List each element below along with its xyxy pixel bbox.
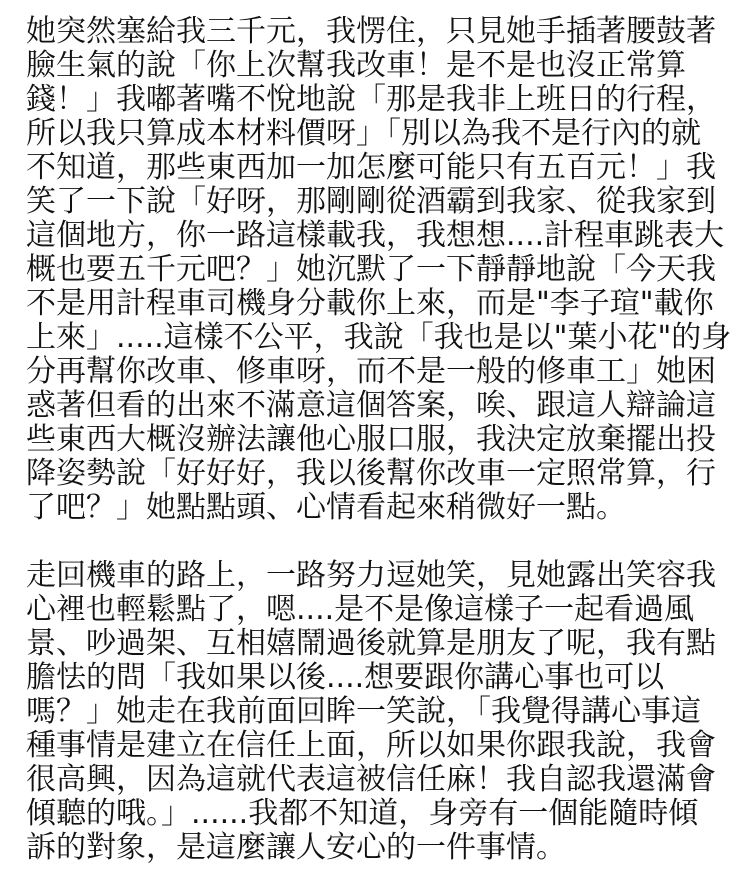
text-line: 傾聽的哦。」......我都不知道，身旁有一個能隨時傾 [26,796,699,831]
text-line: 訴的對象，是這麼讓人安心的一件事情。 [26,830,566,865]
text-line: 上來」.....這樣不公平，我說「我也是以"葉小花"的身 [26,320,732,355]
text-line: 臉生氣的說「你上次幫我改車！是不是也沒正常算 [26,48,686,83]
text-line: 笑了一下說「好呀，那剛剛從酒霸到我家、從我家到 [26,184,716,219]
text-line: 概也要五千元吧？」她沉默了一下靜靜地說「今天我 [26,252,716,287]
text-line: 不是用計程車司機身分載你上來，而是"李子瑄"載你 [26,286,714,321]
text-line: 些東西大概沒辦法讓他心服口服，我決定放棄擺出投 [26,422,716,457]
text-line: 走回機車的路上，一路努力逗她笑，見她露出笑容我 [26,558,716,593]
text-line: 所以我只算成本材料價呀」「別以為我不是行內的就 [26,116,701,151]
text-line: 嗎？」她走在我前面回眸一笑說，「我覺得講心事這 [26,694,701,729]
text-line: 心裡也輕鬆點了，嗯....是不是像這樣子一起看過風 [26,592,695,627]
paragraph-gap [26,525,720,559]
text-line: 這個地方，你一路這樣載我，我想想....計程車跳表大 [26,218,725,253]
text-line: 了吧？」她點點頭、心情看起來稍微好一點。 [26,490,626,525]
paragraph-2 [26,559,720,865]
text-line: 景、吵過架、互相嬉鬧過後就算是朋友了呢，我有點 [26,626,716,661]
text-line: 不知道，那些東西加一加怎麼可能只有五百元！」我 [26,150,716,185]
text-line: 錢！」我嘟著嘴不悅地說「那是我非上班日的行程， [26,82,716,117]
text-line: 降姿勢說「好好好，我以後幫你改車一定照常算，行 [26,456,716,491]
text-line: 很高興，因為這就代表這被信任麻！我自認我還滿會 [26,762,716,797]
text-line: 種事情是建立在信任上面，所以如果你跟我說，我會 [26,728,716,763]
text-line: 惑著但看的出來不滿意這個答案，唉、跟這人辯論這 [26,388,716,423]
text-line: 分再幫你改車、修車呀，而不是一般的修車工」她困 [26,354,716,389]
text-line: 膽怯的問「我如果以後....想要跟你講心事也可以 [26,660,665,695]
paragraph-1 [26,14,732,525]
text-line: 她突然塞給我三千元，我愣住，只見她手插著腰鼓著 [26,14,716,49]
